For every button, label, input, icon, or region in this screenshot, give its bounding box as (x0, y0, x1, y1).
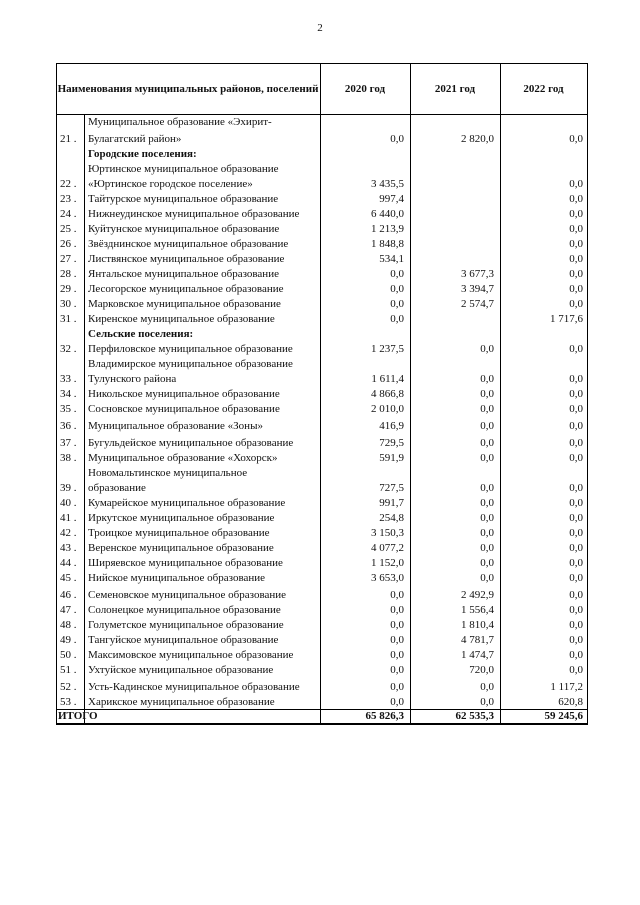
value-2022: 0,0 (569, 388, 583, 400)
row-number: 21 . (60, 133, 77, 145)
value-2020: 591,9 (379, 452, 404, 464)
row-number: 35 . (60, 403, 77, 415)
value-2021: 720,0 (469, 664, 494, 676)
value-2020: 0,0 (390, 681, 404, 693)
value-2022: 0,0 (569, 283, 583, 295)
value-2022: 0,0 (569, 238, 583, 250)
value-2020: 1 848,8 (371, 238, 404, 250)
value-2021: 1 556,4 (461, 604, 494, 616)
row-name-line: Харикское муниципальное образование (88, 696, 275, 708)
value-2022: 0,0 (569, 572, 583, 584)
row-number: 26 . (60, 238, 77, 250)
value-2021: 4 781,7 (461, 634, 494, 646)
row-name-line: Юртинское муниципальное образование (88, 163, 279, 175)
value-2022: 1 717,6 (550, 313, 583, 325)
row-number: 22 . (60, 178, 77, 190)
row-name-line: Звёзднинское муниципальное образование (88, 238, 289, 250)
value-2022: 0,0 (569, 193, 583, 205)
value-2020: 0,0 (390, 604, 404, 616)
value-2021: 0,0 (480, 542, 494, 554)
total-2020: 65 826,3 (365, 710, 404, 722)
value-2020: 534,1 (379, 253, 404, 265)
row-number: 33 . (60, 373, 77, 385)
value-2022: 0,0 (569, 343, 583, 355)
value-2020: 0,0 (390, 696, 404, 708)
value-2022: 0,0 (569, 482, 583, 494)
row-number: 45 . (60, 572, 77, 584)
value-2022: 0,0 (569, 373, 583, 385)
row-name-line: Листвянское муниципальное образование (88, 253, 285, 265)
value-2020: 0,0 (390, 283, 404, 295)
row-number: 49 . (60, 634, 77, 646)
value-2020: 997,4 (379, 193, 404, 205)
value-2020: 0,0 (390, 133, 404, 145)
value-2021: 0,0 (480, 557, 494, 569)
value-2022: 0,0 (569, 649, 583, 661)
value-2021: 2 492,9 (461, 589, 494, 601)
value-2020: 1 213,9 (371, 223, 404, 235)
row-number: 47 . (60, 604, 77, 616)
value-2022: 0,0 (569, 178, 583, 190)
row-number: 32 . (60, 343, 77, 355)
value-2021: 0,0 (480, 482, 494, 494)
row-name-line: Усть-Кадинское муниципальное образование (88, 681, 300, 693)
row-number: 24 . (60, 208, 77, 220)
value-2020: 0,0 (390, 313, 404, 325)
row-number: 39 . (60, 482, 77, 494)
value-2020: 1 611,4 (371, 373, 404, 385)
value-2020: 0,0 (390, 634, 404, 646)
value-2022: 0,0 (569, 223, 583, 235)
value-2021: 1 810,4 (461, 619, 494, 631)
value-2021: 3 394,7 (461, 283, 494, 295)
value-2021: 1 474,7 (461, 649, 494, 661)
row-name-line: Троицкое муниципальное образование (88, 527, 270, 539)
row-name-line: Марковское муниципальное образование (88, 298, 281, 310)
header-2021: 2021 год (434, 82, 476, 95)
row-name-line: Сосновское муниципальное образование (88, 403, 280, 415)
value-2020: 254,8 (379, 512, 404, 524)
value-2022: 0,0 (569, 268, 583, 280)
row-name-line: «Юртинское городское поселение» (88, 178, 253, 190)
value-2021: 2 820,0 (461, 133, 494, 145)
value-2022: 0,0 (569, 497, 583, 509)
value-2022: 0,0 (569, 619, 583, 631)
row-name-line: образование (88, 482, 146, 494)
value-2021: 2 574,7 (461, 298, 494, 310)
row-number: 38 . (60, 452, 77, 464)
value-2020: 0,0 (390, 298, 404, 310)
section-heading: Сельские поселения: (88, 328, 194, 340)
table-right-border (587, 63, 588, 725)
value-2022: 0,0 (569, 634, 583, 646)
row-name-line: Лесогорское муниципальное образование (88, 283, 284, 295)
value-2020: 2 010,0 (371, 403, 404, 415)
row-number: 50 . (60, 649, 77, 661)
value-2022: 0,0 (569, 512, 583, 524)
value-2020: 4 077,2 (371, 542, 404, 554)
value-2021: 0,0 (480, 437, 494, 449)
row-number: 25 . (60, 223, 77, 235)
row-name-line: Новомальтинское муниципальное (88, 467, 248, 479)
row-number: 44 . (60, 557, 77, 569)
value-2022: 0,0 (569, 452, 583, 464)
value-2022: 0,0 (569, 557, 583, 569)
value-2021: 3 677,3 (461, 268, 494, 280)
value-2022: 0,0 (569, 542, 583, 554)
value-2021: 0,0 (480, 373, 494, 385)
value-2020: 3 150,3 (371, 527, 404, 539)
table-left-border (56, 63, 57, 725)
budget-table (56, 63, 588, 725)
row-name-line: Булагатский район» (88, 133, 182, 145)
value-2022: 0,0 (569, 589, 583, 601)
row-number: 48 . (60, 619, 77, 631)
value-2020: 0,0 (390, 649, 404, 661)
value-2021: 0,0 (480, 388, 494, 400)
value-2022: 0,0 (569, 604, 583, 616)
row-number: 28 . (60, 268, 77, 280)
row-number: 29 . (60, 283, 77, 295)
row-name-line: Никольское муниципальное образование (88, 388, 280, 400)
row-name-line: Голуметское муниципальное образование (88, 619, 284, 631)
row-name-line: Иркутское муниципальное образование (88, 512, 275, 524)
value-2020: 991,7 (379, 497, 404, 509)
value-2020: 4 866,8 (371, 388, 404, 400)
row-name-line: Перфиловское муниципальное образование (88, 343, 293, 355)
value-2020: 1 152,0 (371, 557, 404, 569)
value-2021: 0,0 (480, 527, 494, 539)
row-number: 51 . (60, 664, 77, 676)
value-2021: 0,0 (480, 343, 494, 355)
row-number: 42 . (60, 527, 77, 539)
value-2020: 729,5 (379, 437, 404, 449)
row-name-line: Бугульдейское муниципальное образование (88, 437, 294, 449)
value-2022: 0,0 (569, 298, 583, 310)
row-name-line: Ухтуйское муниципальное образование (88, 664, 274, 676)
row-name-line: Семеновское муниципальное образование (88, 589, 287, 601)
value-2021: 0,0 (480, 420, 494, 432)
row-name-line: Тайтурское муниципальное образование (88, 193, 279, 205)
value-2020: 727,5 (379, 482, 404, 494)
value-2022: 0,0 (569, 403, 583, 415)
row-name-line: Максимовское муниципальное образование (88, 649, 294, 661)
row-name-line: Нийское муниципальное образование (88, 572, 266, 584)
value-2021: 0,0 (480, 403, 494, 415)
value-2021: 0,0 (480, 681, 494, 693)
header-2020: 2020 год (344, 82, 386, 95)
row-name-line: Муниципальное образование «Хохорск» (88, 452, 278, 464)
row-name-line: Кумарейское муниципальное образование (88, 497, 286, 509)
num-col-divider (84, 114, 85, 725)
value-2022: 0,0 (569, 420, 583, 432)
value-2021: 0,0 (480, 696, 494, 708)
row-name-line: Тангуйское муниципальное образование (88, 634, 279, 646)
row-name-line: Киренское муниципальное образование (88, 313, 275, 325)
value-2021: 0,0 (480, 512, 494, 524)
value-2020: 1 237,5 (371, 343, 404, 355)
row-name-line: Муниципальное образование «Эхирит- (88, 116, 272, 128)
row-name-line: Ширяевское муниципальное образование (88, 557, 283, 569)
row-name-line: Владимирское муниципальное образование (88, 358, 293, 370)
value-2022: 1 117,2 (550, 681, 583, 693)
row-number: 34 . (60, 388, 77, 400)
row-number: 36 . (60, 420, 77, 432)
value-2020: 0,0 (390, 619, 404, 631)
row-number: 53 . (60, 696, 77, 708)
row-number: 40 . (60, 497, 77, 509)
value-2021: 0,0 (480, 497, 494, 509)
total-label: ИТОГО (58, 710, 98, 722)
value-2022: 620,8 (558, 696, 583, 708)
value-2020: 6 440,0 (371, 208, 404, 220)
row-name-line: Солонецкое муниципальное образование (88, 604, 281, 616)
row-number: 27 . (60, 253, 77, 265)
value-2020: 0,0 (390, 589, 404, 601)
total-2022: 59 245,6 (544, 710, 583, 722)
section-heading: Городские поселения: (88, 148, 197, 160)
value-2022: 0,0 (569, 527, 583, 539)
value-2022: 0,0 (569, 437, 583, 449)
row-number: 37 . (60, 437, 77, 449)
row-name-line: Нижнеудинское муниципальное образование (88, 208, 300, 220)
row-number: 43 . (60, 542, 77, 554)
row-number: 46 . (60, 589, 77, 601)
row-number: 30 . (60, 298, 77, 310)
value-2020: 0,0 (390, 664, 404, 676)
total-2021: 62 535,3 (455, 710, 494, 722)
value-2020: 416,9 (379, 420, 404, 432)
value-2020: 3 435,5 (371, 178, 404, 190)
value-2020: 0,0 (390, 268, 404, 280)
row-name-line: Куйтунское муниципальное образование (88, 223, 280, 235)
row-name-line: Янтальское муниципальное образование (88, 268, 279, 280)
value-2021: 0,0 (480, 452, 494, 464)
header-2022: 2022 год (523, 82, 564, 95)
row-name-line: Веренское муниципальное образование (88, 542, 274, 554)
row-number: 23 . (60, 193, 77, 205)
row-number: 41 . (60, 512, 77, 524)
row-name-line: Муниципальное образование «Зоны» (88, 420, 263, 432)
value-2022: 0,0 (569, 253, 583, 265)
row-name-line: Тулунского района (88, 373, 177, 385)
row-number: 52 . (60, 681, 77, 693)
value-2022: 0,0 (569, 208, 583, 220)
value-2021: 0,0 (480, 572, 494, 584)
header-name: Наименования муниципальных районов, поселений (57, 82, 319, 95)
value-2022: 0,0 (569, 133, 583, 145)
row-number: 31 . (60, 313, 77, 325)
page-number: 2 (317, 22, 323, 34)
value-2020: 3 653,0 (371, 572, 404, 584)
value-2022: 0,0 (569, 664, 583, 676)
